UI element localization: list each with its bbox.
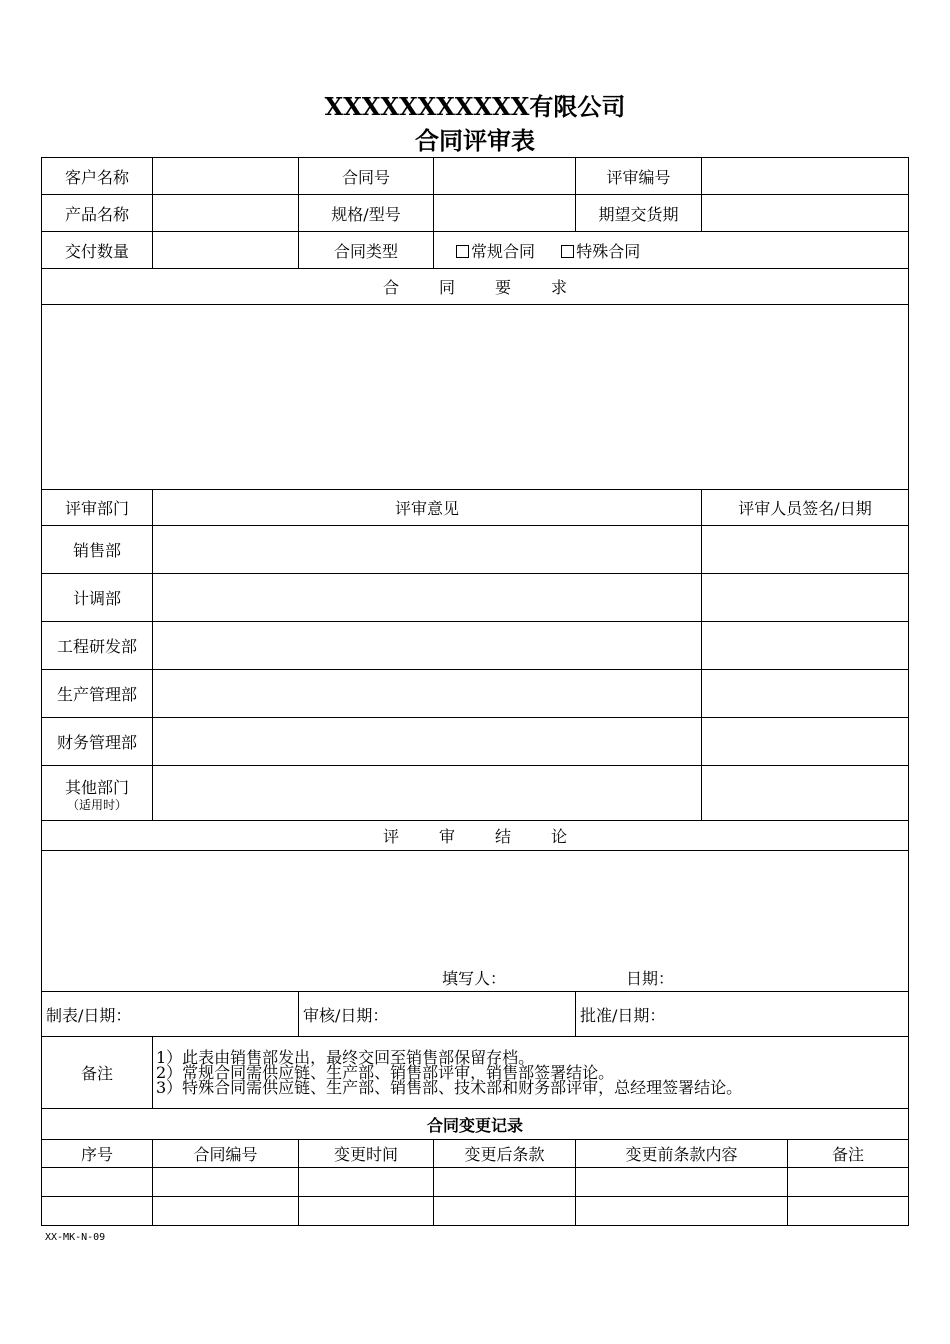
contract-review-form [41, 157, 909, 1226]
remark-line: 1）此表由销售部发出，最终交回至销售部保留存档。 [156, 1048, 535, 1067]
checkbox-icon[interactable] [561, 245, 574, 258]
cell[interactable] [788, 1168, 909, 1197]
contract-type-options [434, 232, 909, 269]
cell[interactable] [434, 1197, 576, 1226]
spec-field[interactable] [434, 195, 576, 232]
opinion-field[interactable] [153, 766, 702, 821]
col-review-sign: 评审人员签名/日期 [702, 490, 909, 526]
opinion-field[interactable] [153, 718, 702, 766]
col-change-time: 变更时间 [299, 1140, 434, 1168]
dept-other: 其他部门 （适用时） [42, 766, 153, 821]
requirements-heading: 合同要求 [42, 269, 909, 305]
checkbox-icon[interactable] [456, 245, 469, 258]
col-review-dept: 评审部门 [42, 490, 153, 526]
contract-no-field[interactable] [434, 158, 576, 195]
opinion-field[interactable] [153, 574, 702, 622]
remark-line: 3）特殊合同需供应链、生产部、销售部、技术部和财务部评审，总经理签署结论。 [156, 1078, 743, 1097]
conclusion-area[interactable] [42, 851, 909, 992]
sign-field[interactable] [702, 574, 909, 622]
col-serial: 序号 [42, 1140, 153, 1168]
contract-type-label: 合同类型 [299, 232, 434, 269]
cell[interactable] [576, 1168, 788, 1197]
cell[interactable] [576, 1197, 788, 1226]
cell[interactable] [153, 1197, 299, 1226]
sign-field[interactable] [702, 766, 909, 821]
col-review-opinion: 评审意见 [153, 490, 702, 526]
product-name-label: 产品名称 [42, 195, 153, 232]
type-option-special[interactable]: 特殊合同 [561, 242, 640, 261]
col-note: 备注 [788, 1140, 909, 1168]
checked-by-field[interactable]: 审核/日期： [299, 992, 576, 1037]
type-option-regular[interactable]: 常规合同 [456, 242, 535, 261]
made-by-field[interactable]: 制表/日期： [42, 992, 299, 1037]
dept-engineering: 工程研发部 [42, 622, 153, 670]
delivery-date-label: 期望交货期 [576, 195, 702, 232]
cell[interactable] [434, 1168, 576, 1197]
contract-no-label: 合同号 [299, 158, 434, 195]
dept-production: 生产管理部 [42, 670, 153, 718]
dept-sales: 销售部 [42, 526, 153, 574]
customer-name-label: 客户名称 [42, 158, 153, 195]
remarks-label: 备注 [42, 1037, 153, 1109]
cell[interactable] [42, 1197, 153, 1226]
review-no-field[interactable] [702, 158, 909, 195]
approved-by-field[interactable]: 批准/日期： [576, 992, 909, 1037]
table-row [42, 1197, 909, 1226]
delivery-date-field[interactable] [702, 195, 909, 232]
company-name: XXXXXXXXXXX有限公司 [324, 92, 626, 121]
sign-field[interactable] [702, 622, 909, 670]
change-record-heading: 合同变更记录 [42, 1109, 909, 1140]
sign-field[interactable] [702, 670, 909, 718]
review-no-label: 评审编号 [576, 158, 702, 195]
conclusion-date-label: 日期： [626, 969, 675, 988]
sign-field[interactable] [702, 526, 909, 574]
col-contract-code: 合同编号 [153, 1140, 299, 1168]
dept-finance: 财务管理部 [42, 718, 153, 766]
sign-field[interactable] [702, 718, 909, 766]
spec-label: 规格/型号 [299, 195, 434, 232]
remarks-content [153, 1037, 909, 1109]
cell[interactable] [153, 1168, 299, 1197]
quantity-field[interactable] [153, 232, 299, 269]
cell[interactable] [42, 1168, 153, 1197]
remark-line: 2）常规合同需供应链、生产部、销售部评审，销售部签署结论。 [156, 1063, 615, 1082]
cell[interactable] [788, 1197, 909, 1226]
dept-planning: 计调部 [42, 574, 153, 622]
opinion-field[interactable] [153, 670, 702, 718]
form-title: 合同评审表 [415, 126, 535, 155]
opinion-field[interactable] [153, 622, 702, 670]
table-row [42, 1168, 909, 1197]
dept-other-note: （适用时） [66, 797, 127, 812]
conclusion-heading: 评审结论 [42, 821, 909, 851]
cell[interactable] [299, 1197, 434, 1226]
form-code: XX-MK-N-09 [45, 1232, 106, 1243]
cell[interactable] [299, 1168, 434, 1197]
customer-name-field[interactable] [153, 158, 299, 195]
requirements-area[interactable] [42, 305, 909, 490]
col-old-terms: 变更前条款内容 [576, 1140, 788, 1168]
filler-label: 填写人： [442, 969, 507, 988]
quantity-label: 交付数量 [42, 232, 153, 269]
product-name-field[interactable] [153, 195, 299, 232]
opinion-field[interactable] [153, 526, 702, 574]
col-new-terms: 变更后条款 [434, 1140, 576, 1168]
